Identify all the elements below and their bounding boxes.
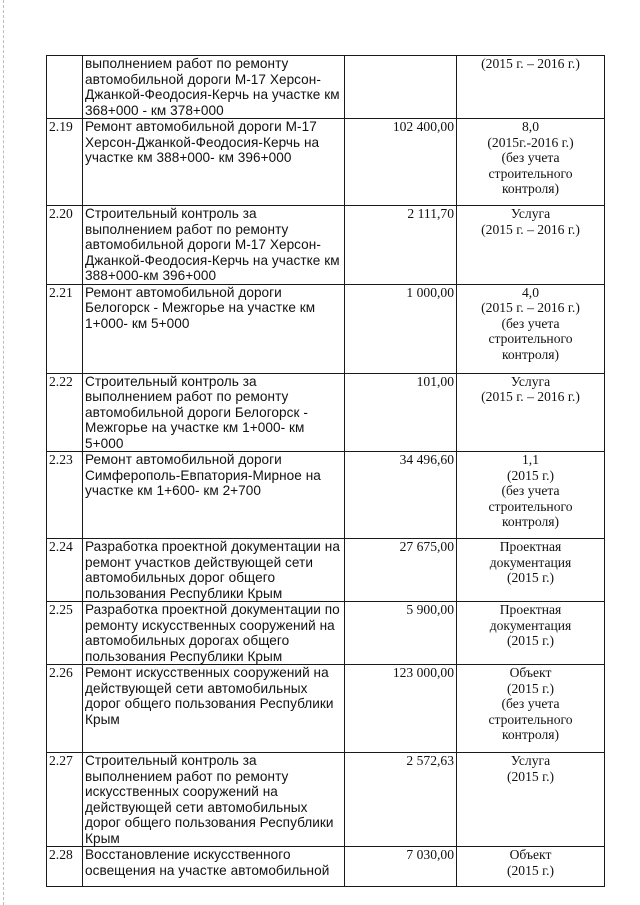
volume-line: (2015 г.) — [506, 680, 555, 696]
volume-line: (без учета — [501, 696, 560, 711]
row-number: 2.28 — [47, 847, 83, 887]
table-row — [47, 539, 605, 602]
table-row — [47, 56, 605, 119]
work-cost: 1 000,00 — [345, 284, 457, 373]
volume-line: (2015 г.) — [506, 862, 555, 878]
volume-line: (без учета — [501, 150, 560, 165]
volume-line: 4,0 — [522, 284, 539, 300]
work-cost: 2 572,63 — [345, 753, 457, 847]
work-description: выполнением работ по ремонту автомобильной дороги М-17 Херсон-Джанкой-Феодосия-Керчь на участке км 368+000 - км 378+000 — [83, 56, 345, 119]
volume-line: строительного — [488, 331, 573, 346]
table-row — [47, 753, 605, 847]
volume-line: (2015 г. – 2016 г.) — [481, 221, 580, 237]
work-description: Строительный контроль за выполнением работ по ремонту автомобильной дороги М-17 Херсон-Джанкой-Феодосия-Керчь на участке км 388+000-км 396+000 — [83, 206, 345, 285]
work-volume — [457, 539, 605, 602]
work-volume — [457, 753, 605, 847]
volume-line: (2015г.-2016 г.) — [487, 134, 574, 150]
work-cost: 34 496,60 — [345, 452, 457, 539]
table-row — [47, 452, 605, 539]
row-number: 2.24 — [47, 539, 83, 602]
work-volume — [457, 665, 605, 753]
row-number: 2.22 — [47, 373, 83, 452]
table-row — [47, 665, 605, 753]
volume-line: Услуга — [510, 206, 551, 221]
row-number: 2.23 — [47, 452, 83, 539]
table-row — [47, 602, 605, 665]
row-number: 2.26 — [47, 665, 83, 753]
table-row — [47, 847, 605, 887]
work-cost: 102 400,00 — [345, 119, 457, 206]
work-cost: 5 900,00 — [345, 602, 457, 665]
volume-line: Услуга — [510, 753, 551, 768]
table-row — [47, 119, 605, 206]
work-description: Ремонт автомобильной дороги Симферополь-Евпатория-Мирное на участке км 1+600- км 2+700 — [83, 452, 345, 539]
work-volume — [457, 602, 605, 665]
volume-line: Услуга — [510, 373, 551, 389]
work-cost: 123 000,00 — [345, 665, 457, 753]
volume-line: строительного — [488, 711, 573, 727]
row-number: 2.19 — [47, 119, 83, 206]
work-description: Строительный контроль за выполнением работ по ремонту искусственных сооружений на действующей сети автомобильных дорог общего пользования Республики Крым — [83, 753, 345, 847]
volume-line: 8,0 — [522, 119, 539, 134]
volume-line: (без учета — [501, 483, 560, 498]
volume-line: Объект — [509, 847, 552, 862]
volume-line: Объект — [509, 665, 552, 680]
work-cost: 7 030,00 — [345, 847, 457, 887]
work-description: Ремонт автомобильной дороги Белогорск - Межгорье на участке км 1+000- км 5+000 — [83, 284, 345, 373]
volume-line: строительного — [488, 498, 573, 514]
volume-line: Проектная — [499, 602, 562, 617]
work-description: Строительный контроль за выполнением работ по ремонту автомобильной дороги Белогорск - Межгорье на участке км 1+000- км 5+000 — [83, 373, 345, 452]
volume-line: контроля) — [501, 346, 560, 362]
volume-line: (без учета — [501, 315, 560, 331]
volume-line: (2015 г.) — [506, 570, 555, 585]
volume-line: 1,1 — [522, 452, 539, 467]
work-volume — [457, 847, 605, 887]
work-volume — [457, 284, 605, 373]
work-volume — [457, 56, 605, 119]
work-volume — [457, 452, 605, 539]
volume-line: контроля) — [501, 727, 560, 742]
row-number: 2.20 — [47, 206, 83, 285]
volume-line: документация — [489, 617, 572, 633]
volume-line: контроля) — [501, 514, 560, 529]
volume-line: (2015 г. – 2016 г.) — [481, 56, 580, 71]
table-row — [47, 284, 605, 373]
table-row — [47, 206, 605, 285]
row-number: 2.21 — [47, 284, 83, 373]
work-volume — [457, 119, 605, 206]
work-cost: 27 675,00 — [345, 539, 457, 602]
volume-line: Проектная — [499, 539, 562, 554]
volume-line: (2015 г. – 2016 г.) — [481, 300, 580, 315]
volume-line: строительного — [488, 165, 573, 181]
volume-line: контроля) — [501, 181, 560, 196]
volume-line: (2015 г.) — [506, 768, 555, 784]
work-volume — [457, 206, 605, 285]
table-row — [47, 373, 605, 452]
row-number: 2.27 — [47, 753, 83, 847]
volume-line: (2015 г. – 2016 г.) — [481, 389, 580, 404]
work-volume — [457, 373, 605, 452]
volume-line: (2015 г.) — [506, 633, 555, 648]
work-description: Разработка проектной документации на ремонт участков действующей сети автомобильных дорог общего пользования Республики Крым — [83, 539, 345, 602]
work-cost: 101,00 — [345, 373, 457, 452]
row-number: 2.25 — [47, 602, 83, 665]
work-description: Восстановление искусственного освещения на участке автомобильной — [83, 847, 345, 887]
works-table — [46, 55, 605, 887]
work-cost: 2 111,70 — [345, 206, 457, 285]
work-description: Ремонт искусственных сооружений на действующей сети автомобильных дорог общего пользования Республики Крым — [83, 665, 345, 753]
work-cost — [345, 56, 457, 119]
row-number — [47, 56, 83, 119]
volume-line: документация — [489, 554, 572, 570]
page-fold-edge — [3, 0, 5, 905]
volume-line: (2015 г.) — [506, 467, 555, 483]
work-description: Разработка проектной документации по ремонту искусственных сооружений на автомобильных дорогах общего пользования Республики Крым — [83, 602, 345, 665]
work-description: Ремонт автомобильной дороги М-17 Херсон-Джанкой-Феодосия-Керчь на участке км 388+000- км 396+000 — [83, 119, 345, 206]
